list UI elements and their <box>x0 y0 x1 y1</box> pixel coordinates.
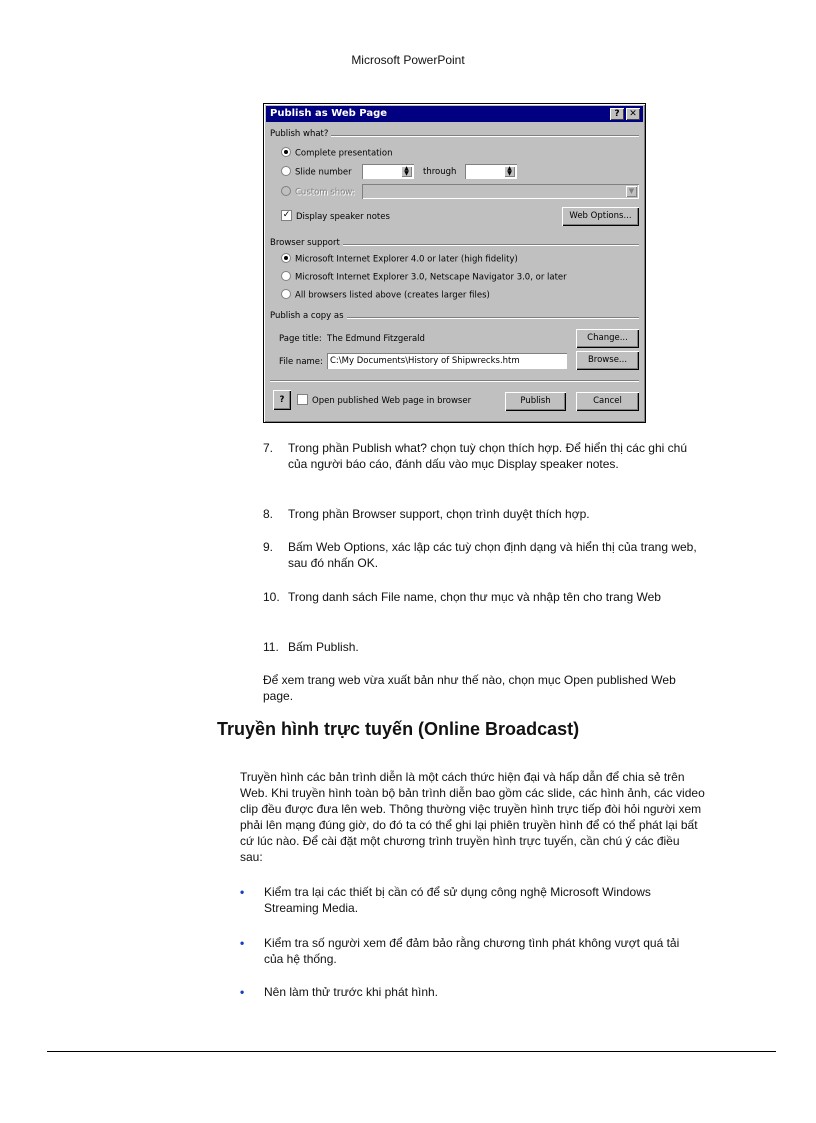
radio-icon <box>281 271 291 281</box>
radio-browser-ie4[interactable]: Microsoft Internet Explorer 4.0 or later (high fidelity) <box>281 254 518 265</box>
web-options-button[interactable]: Web Options... <box>562 207 639 226</box>
radio-browser-ie3[interactable]: Microsoft Internet Explorer 3.0, Netscape Navigator 3.0, or later <box>281 272 567 283</box>
page-header: Microsoft PowerPoint <box>351 53 465 67</box>
bullet-item: • Kiểm tra lại các thiết bị cần có để sử dụng công nghệ Microsoft Windows Streaming Media. <box>240 885 651 915</box>
radio-complete-presentation[interactable]: Complete presentation <box>281 148 392 159</box>
dialog-titlebar <box>266 106 643 122</box>
file-name-input[interactable]: C:\My Documents\History of Shipwrecks.htm <box>327 353 567 369</box>
bullet-icon: • <box>240 885 245 899</box>
after-steps-text: Để xem trang web vừa xuất bản như thế nào, chọn mục Open published Web page. <box>263 673 676 703</box>
radio-custom-show: Custom show: <box>281 187 355 198</box>
page-title-label: Page title: <box>279 334 322 344</box>
group-publish-copy: Publish a copy as <box>270 311 347 321</box>
bullet-item: • Kiểm tra số người xem để đảm bảo rằng chương tình phát không vượt quá tải của hệ thống. <box>240 936 680 966</box>
publish-web-page-dialog <box>263 103 646 423</box>
radio-disabled-icon <box>281 186 291 196</box>
footer-rule <box>47 1051 776 1052</box>
cancel-button[interactable]: Cancel <box>576 392 639 411</box>
group-publish-what: Publish what? <box>270 129 331 139</box>
step-7: 7. Trong phần Publish what? chọn tuỳ chọn thích hợp. Để hiển thị các ghi chú của người báo cáo, đánh dấu vào mục Display speaker notes. <box>263 441 688 471</box>
step-9: 9. Bấm Web Options, xác lập các tuỳ chọn định dạng và hiển thị của trang web, sau đó nhấn OK. <box>263 540 697 570</box>
close-icon[interactable]: ✕ <box>626 108 640 120</box>
change-button[interactable]: Change... <box>576 329 639 348</box>
intro-paragraph: Truyền hình các bản trình diễn là một cách thức hiện đại và hấp dẫn để chia sẻ trên Web. Khi truyền hình toàn bộ bản trình diễn bao gồm các slide, các hình ảnh, các video clip đều được đưa lên web. Thông thường việc truyền hình trực tiếp đòi hỏi người xem phải lên mạng đúng giờ, do đó ta có thể ghi lại phiên truyền hình để có thể phát lại bất cứ lúc nào. Để cài đặt một chương trình truyền hình trực tuyến, cần chú ý các điều sau: <box>240 770 705 864</box>
radio-browser-all[interactable]: All browsers listed above (creates larger files) <box>281 290 490 301</box>
chevron-down-icon: ▼ <box>626 186 637 197</box>
spinner-arrows-icon[interactable]: ▲ ▼ <box>504 166 515 177</box>
bullet-icon: • <box>240 985 245 999</box>
help-button-icon[interactable]: ? <box>273 390 291 410</box>
checkbox-display-speaker-notes[interactable]: ✓ Display speaker notes <box>282 210 390 222</box>
custom-show-combo <box>362 184 639 199</box>
radio-selected-icon <box>281 147 291 157</box>
slide-from-spinner[interactable] <box>362 164 414 179</box>
bullet-item: • Nên làm thử trước khi phát hình. <box>240 985 439 999</box>
step-11: 11. Bấm Publish. <box>263 640 359 654</box>
slide-to-spinner[interactable] <box>465 164 517 179</box>
checkbox-empty-icon <box>297 394 308 405</box>
radio-slide-number[interactable]: Slide number <box>281 167 352 178</box>
spinner-arrows-icon[interactable]: ▲ ▼ <box>401 166 412 177</box>
dialog-title: Publish as Web Page <box>270 108 388 119</box>
radio-icon <box>281 289 291 299</box>
browse-button[interactable]: Browse... <box>576 351 639 370</box>
page-title-value: The Edmund Fitzgerald <box>327 334 425 344</box>
file-name-label: File name: <box>279 357 323 367</box>
radio-selected-icon <box>281 253 291 263</box>
checkbox-open-in-browser[interactable]: Open published Web page in browser <box>297 395 471 406</box>
step-8: 8. Trong phần Browser support, chọn trình duyệt thích hợp. <box>263 507 590 521</box>
radio-icon <box>281 166 291 176</box>
step-10: 10. Trong danh sách File name, chọn thư mục và nhập tên cho trang Web <box>263 590 661 604</box>
through-label: through <box>423 167 457 177</box>
publish-button[interactable]: Publish <box>505 392 566 411</box>
section-title: Truyền hình trực tuyến (Online Broadcast) <box>217 719 580 739</box>
checkmark-icon: ✓ <box>282 210 291 220</box>
group-browser-support: Browser support <box>270 238 343 248</box>
bullet-icon: • <box>240 936 245 950</box>
help-icon[interactable]: ? <box>610 108 624 120</box>
